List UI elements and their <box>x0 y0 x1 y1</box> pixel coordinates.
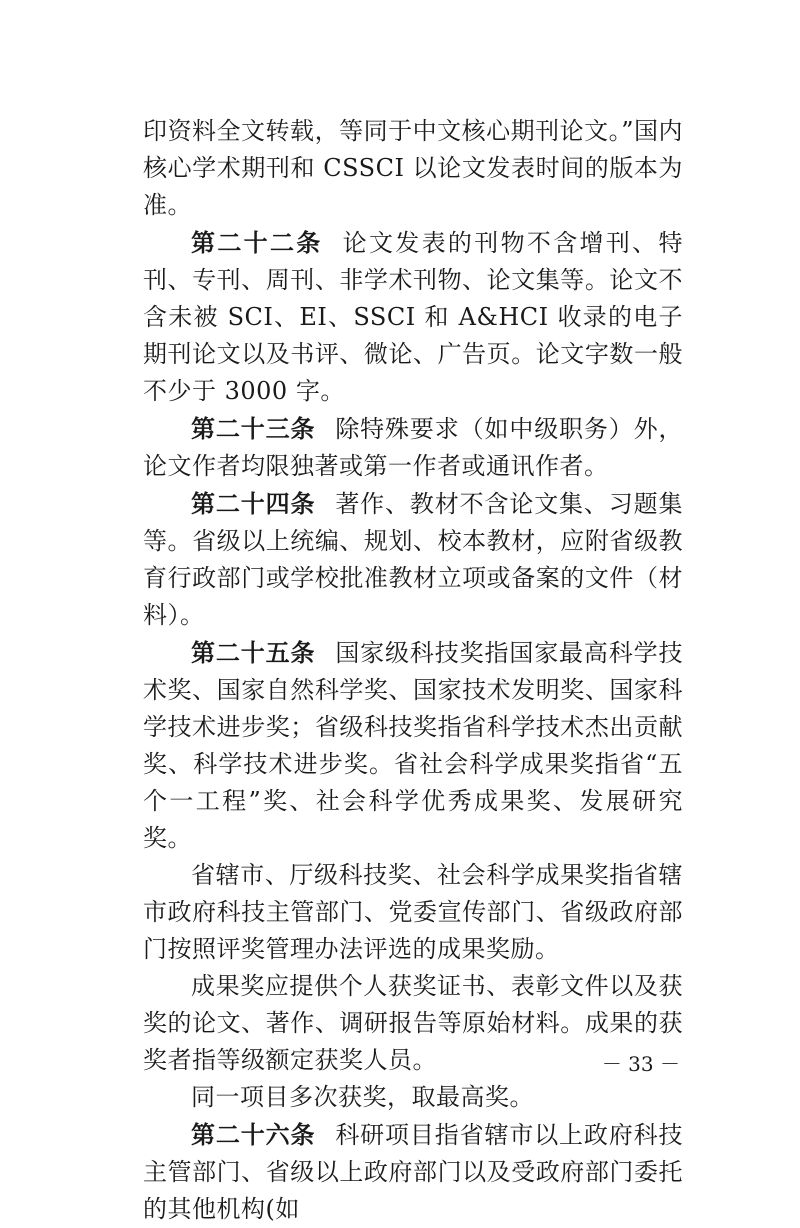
paragraph-text: 除特殊要求（如中级职务）外，论文作者均限独著或第一作者或通讯作者。 <box>143 415 684 480</box>
article-label: 第二十五条 <box>191 638 316 667</box>
article-22 <box>143 224 683 410</box>
page-number <box>0 1048 800 1077</box>
article-24 <box>143 485 683 634</box>
article-label: 第二十三条 <box>191 414 316 443</box>
paragraph-text: 论文发表的刊物不含增刊、特刊、专刊、周刊、非学术刊物、论文集等。论文不含未被 SCI、EI、SSCI 和 A&HCI 收录的电子期刊论文以及书评、微论、广告页。论文字数一般不少于 3000 字。 <box>143 229 684 405</box>
article-label: 第二十四条 <box>191 489 316 518</box>
paragraph-continuation <box>143 113 683 224</box>
article-23 <box>143 410 683 485</box>
paragraph-text: 国家级科技奖指国家最高科学技术奖、国家自然科学奖、国家技术发明奖、国家科学技术进步奖；省级科技奖指省科学技术杰出贡献奖、科学技术进步奖。省社会科学成果奖指省“五个一工程”奖、社会科学优秀成果奖、发展研究奖。 <box>143 639 684 852</box>
paragraph-text: 著作、教材不含论文集、习题集等。省级以上统编、规划、校本教材，应附省级教育行政部门或学校批准教材立项或备案的文件（材料）。 <box>143 490 684 629</box>
page-number-text: － 33 － <box>601 1052 680 1076</box>
article-26 <box>143 1116 683 1228</box>
paragraph-text: 省辖市、厅级科技奖、社会科学成果奖指省辖市政府科技主管部门、党委宣传部门、省级政府部门按照评奖管理办法评选的成果奖励。 <box>143 861 683 963</box>
article-label: 第二十二条 <box>191 228 323 257</box>
paragraph-text: 成果奖应提供个人获奖证书、表彰文件以及获奖的论文、著作、调研报告等原始材料。成果的获奖者指等级额定获奖人员。 <box>143 972 683 1074</box>
paragraph-text: 科研项目指省辖市以上政府科技主管部门、省级以上政府部门以及受政府部门委托的其他机构(如 <box>143 1121 684 1223</box>
article-label: 第二十六条 <box>191 1120 316 1149</box>
paragraph-text: 同一项目多次获奖，取最高奖。 <box>191 1083 534 1111</box>
article-25 <box>143 634 683 857</box>
paragraph-highest-award <box>143 1079 683 1116</box>
paragraph-municipal-awards <box>143 857 683 968</box>
paragraph-text: 印资料全文转载，等同于中文核心期刊论文。”国内核心学术期刊和 CSSCI 以论文发表时间的版本为准。 <box>143 117 683 219</box>
